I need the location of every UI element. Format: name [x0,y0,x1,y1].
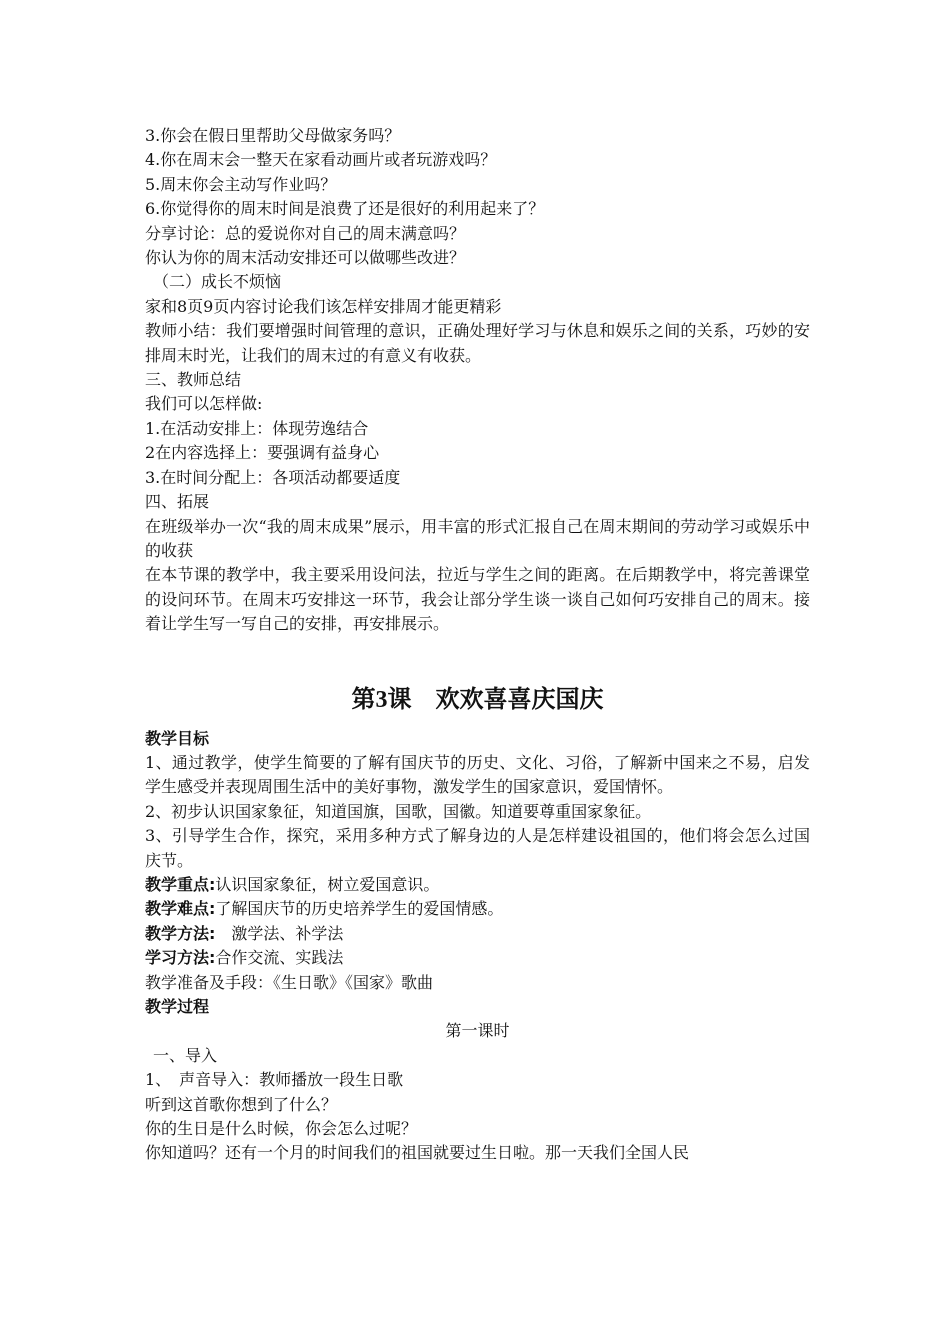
tip-2: 2在内容选择上：要强调有益身心 [145,443,380,463]
intro-heading: 一、导入 [153,1045,218,1065]
intro-step-1: 1、 声音导入：教师播放一段生日歌 [145,1070,404,1090]
study-method-text: 合作交流、实践法 [215,948,344,968]
extension-paragraph: 在班级举办一次“我的周末成果”展示，用丰富的形式汇报自己在周末期间的劳动学习或娱乐中的收获 [145,516,810,560]
intro-question-1: 听到这首歌你想到了什么？ [145,1094,338,1114]
discussion-line: 分享讨论：总的爱说你对自己的周末满意吗？ [145,223,466,243]
period-heading: 第一课时 [445,1021,510,1041]
difficulty-line [145,897,810,921]
teaching-method-line [145,922,810,946]
preparation-line: 教学准备及手段：《生日歌》《国家》歌曲 [145,972,434,992]
process-heading: 教学过程 [145,997,210,1016]
teacher-summary-paragraph: 教师小结：我们要增强时间管理的意识，正确处理好学习与休息和娱乐之间的关系，巧妙的安排周末时光，让我们的周末过的有意义有收获。 [145,321,810,365]
question-3: 3.你会在假日里帮助父母做家务吗？ [145,126,401,145]
document-body [145,124,810,1166]
section-growth-heading: （二）成长不烦恼 [153,272,282,292]
teaching-method-label: 教学方法: [145,923,216,943]
intro-question-3: 你知道吗？还有一个月的时间我们的祖国就要过生日啦。那一天我们全国人民 [145,1143,690,1163]
key-point-line [145,873,810,897]
question-5: 5.周末你会主动写作业吗？ [145,174,337,194]
teaching-method-text: 激学法、补学法 [215,923,344,943]
key-point-text: 认识国家象征，树立爱国意识。 [215,874,440,894]
difficulty-text: 了解国庆节的历史培养学生的爱国情感。 [215,899,504,919]
question-6: 6.你觉得你的周末时间是浪费了还是很好的利用起来了？ [145,199,545,219]
key-point-label: 教学重点: [145,874,216,894]
objective-1: 1、通过教学，使学生简要的了解有国庆节的历史、文化、习俗，了解新中国来之不易，启发学生感受并表现周围生活中的美好事物，激发学生的国家意识，爱国情怀。 [145,752,810,797]
objective-3: 3、引导学生合作，探究，采用多种方式了解身边的人是怎样建设祖国的，他们将会怎么过国庆节。 [145,826,810,870]
tip-3: 3.在时间分配上：各项活动都要适度 [145,467,401,487]
study-method-line [145,946,810,970]
discussion-pages-line: 家和8页9页内容讨论我们该怎样安排周才能更精彩 [145,296,502,316]
objective-2: 2、初步认识国家象征，知道国旗，国歌，国徽。知道要尊重国家象征。 [145,801,652,821]
lesson-title: 第3课 欢欢喜喜庆国庆 [351,686,604,713]
improvement-line: 你认为你的周末活动安排还可以做哪些改进？ [145,248,466,268]
study-method-label: 学习方法: [145,948,216,968]
how-to-line: 我们可以怎样做: [145,394,263,414]
section-three-heading: 三、教师总结 [145,370,242,390]
reflection-paragraph: 在本节课的教学中，我主要采用设问法，拉近与学生之间的距离。在后期教学中，将完善课堂的设问环节。在周末巧安排这一环节，我会让部分学生谈一谈自己如何巧安排自己的周末。接着让学生写一写自己的安排，再安排展示。 [145,565,810,634]
objectives-heading: 教学目标 [145,728,210,748]
section-four-heading: 四、拓展 [145,492,210,512]
spacer [145,637,810,683]
intro-question-2: 你的生日是什么时候，你会怎么过呢？ [145,1119,418,1139]
difficulty-label: 教学难点: [145,899,216,919]
question-4: 4.你在周末会一整天在家看动画片或者玩游戏吗？ [145,150,497,170]
tip-1: 1.在活动安排上：体现劳逸结合 [145,418,369,438]
